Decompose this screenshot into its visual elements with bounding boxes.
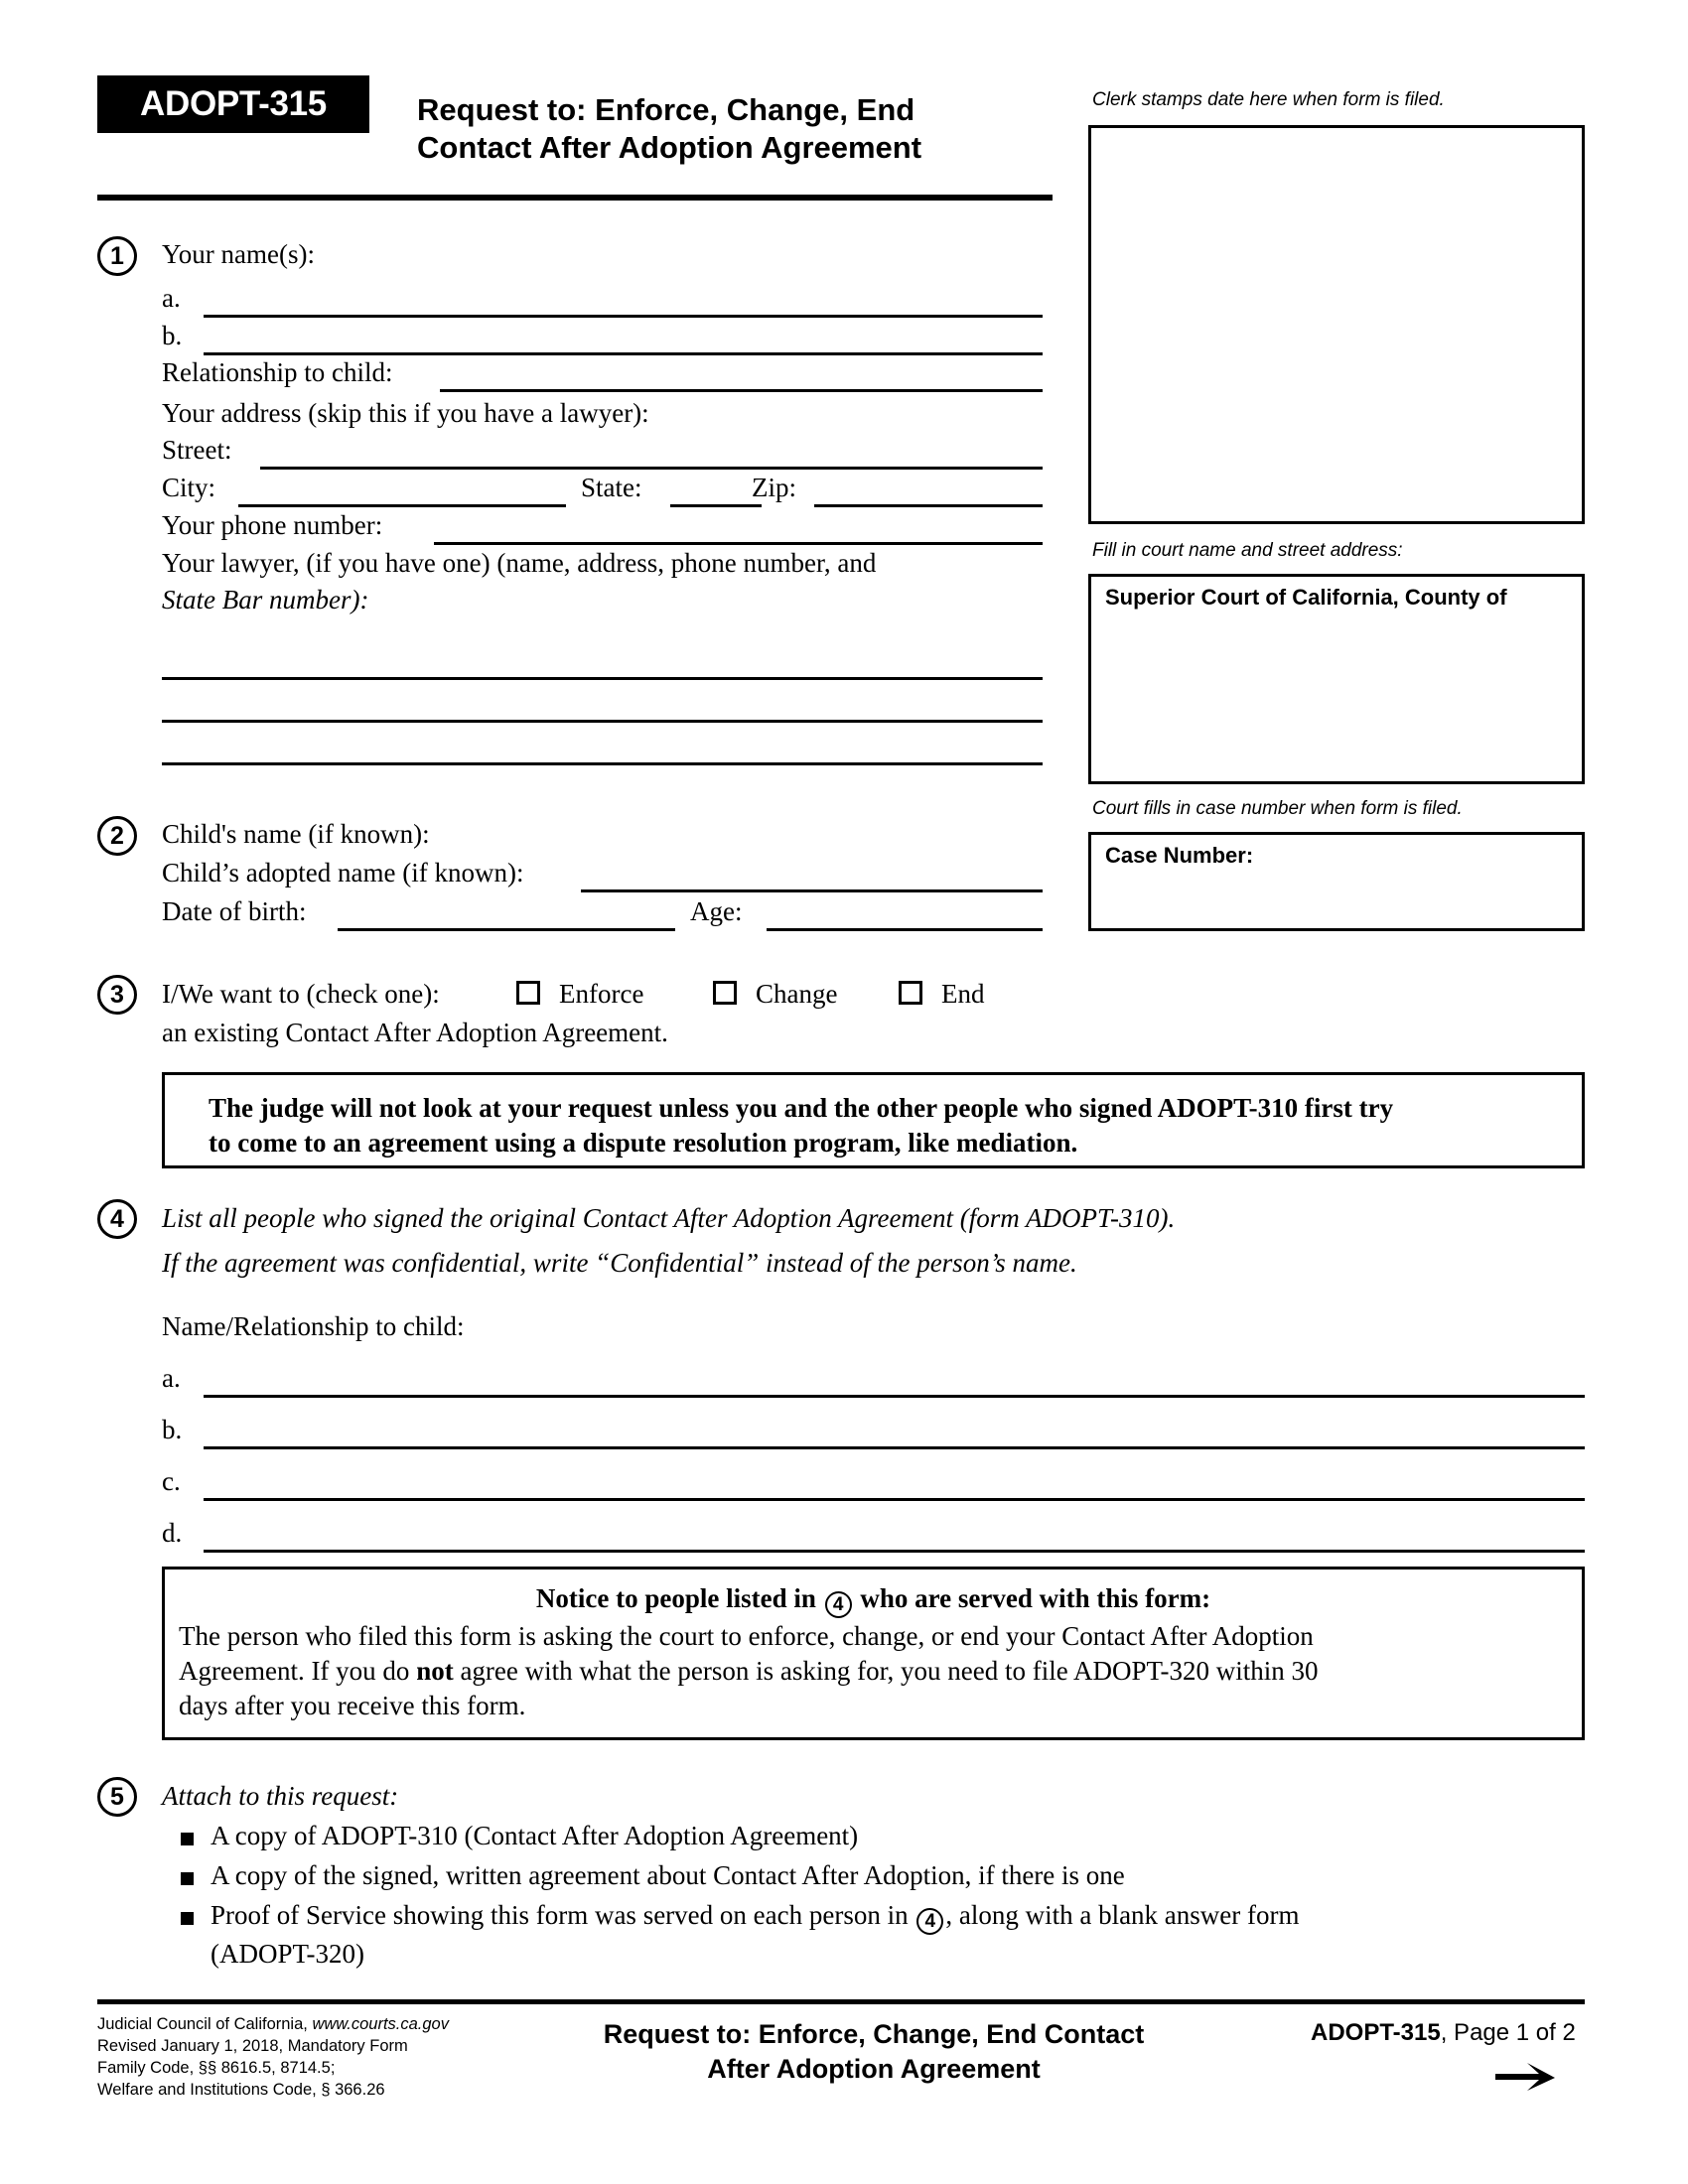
adopted-name-input-line[interactable] [581,889,1043,892]
lawyer-label [162,547,876,580]
item-5-bullet-1: A copy of ADOPT-310 (Contact After Adoption Agreement) [211,1821,859,1850]
address-label-text: Your address [162,398,302,428]
footer-form-title [516,2017,1231,2087]
lawyer-input-line-1[interactable] [162,677,1043,680]
footer-legal-line1 [97,2013,449,2035]
age-label: Age: [690,896,743,926]
phone-label: Your phone number: [162,510,383,540]
item-3-lead [162,978,440,1011]
child-name-hint: (if known): [308,819,430,849]
item-1a-input-line[interactable] [204,315,1043,318]
bullet-icon [181,1872,194,1885]
served-notice-box [162,1567,1585,1740]
item-4b-label: b. [162,1415,183,1444]
item-5-title: Attach to this request: [162,1781,399,1811]
served-notice-line2-b: agree with what the person is asking for, you need to file ADOPT-320 within 30 [453,1656,1319,1686]
age-input-line[interactable] [767,928,1043,931]
lawyer-label-text: Your lawyer, (if you have one) [162,548,491,578]
item-5-bullet-3 [211,1899,1300,1935]
item-1-title: Your name(s): [162,239,315,269]
item-4-number: 4 [97,1199,137,1239]
court-name-label: Superior Court of California, County of [1105,585,1507,610]
header-divider [97,195,1053,201]
item-4c-input-line[interactable] [204,1498,1585,1501]
mediation-warning-line2: to come to an agreement using a dispute resolution program, like mediation. [209,1128,1078,1158]
page-title [417,91,1053,167]
street-input-line[interactable] [260,467,1043,470]
footer-council-text: Judicial Council of California, [97,2015,313,2033]
dob-label: Date of birth: [162,896,307,926]
footer-page-number: , Page 1 of 2 [1440,2019,1576,2046]
lawyer-input-line-2[interactable] [162,720,1043,723]
relationship-input-line[interactable] [440,389,1043,392]
lawyer-input-line-3[interactable] [162,762,1043,765]
mediation-warning-line1: The judge will not look at your request unless you and the other people who signed ADOPT-310 first try [209,1093,1394,1123]
footer-form-code: ADOPT-315 [1311,2019,1441,2046]
address-hint-text: (skip this if you have a lawyer): [308,398,649,428]
item-5-bullet-3-line2: (ADOPT-320) [211,1939,364,1969]
footer-legal-line4: Welfare and Institutions Code, § 366.26 [97,2081,385,2099]
item-4c-label: c. [162,1466,181,1496]
footer-form-title-line2: After Adoption Agreement [707,2054,1041,2084]
case-number-box[interactable] [1088,832,1585,931]
item-1a-label: a. [162,283,181,313]
court-name-note: Fill in court name and street address: [1092,540,1403,561]
served-notice-heading-pre: Notice to people listed in [535,1583,816,1613]
served-notice-heading-circle: 4 [825,1591,852,1618]
checkbox-enforce-label: Enforce [559,979,644,1009]
child-name-label-text: Child's name [162,819,302,849]
served-notice-heading-post: who are served with this form: [860,1583,1211,1613]
item-4d-label: d. [162,1518,183,1548]
mediation-warning-box [162,1072,1585,1168]
lawyer-hint-line1: (name, address, phone number, and [496,548,877,578]
served-notice-line2-bold: not [416,1656,454,1686]
next-page-arrow-icon [1495,2061,1559,2091]
served-notice-line3: days after you receive this form. [179,1691,526,1720]
lawyer-hint-line2: State Bar number): [162,585,369,614]
street-label: Street: [162,435,232,465]
footer-form-title-line1: Request to: Enforce, Change, End Contact [603,2019,1145,2049]
case-number-label: Case Number: [1105,843,1254,868]
served-notice-line1: The person who filed this form is asking the court to enforce, change, or end your Contact After Adoption [179,1621,1314,1651]
case-number-note: Court fills in case number when form is filed. [1092,798,1463,819]
footer-website-url: www.courts.ca.gov [312,2015,449,2033]
served-notice-heading [165,1581,1582,1618]
mediation-warning-text [209,1091,1559,1160]
city-label: City: [162,473,216,502]
item-1b-input-line[interactable] [204,352,1043,355]
item-5-number: 5 [97,1777,137,1817]
footer-legal-line3: Family Code, §§ 8616.5, 8714.5; [97,2059,336,2077]
court-name-box[interactable] [1088,574,1585,784]
checkbox-end[interactable] [899,981,922,1005]
item-5-bullet-3-circle: 4 [916,1908,943,1935]
page-title-line2: Contact After Adoption Agreement [417,130,922,165]
item-5-bullet-2: A copy of the signed, written agreement about Contact After Adoption, if there is one [211,1860,1125,1890]
item-2-number: 2 [97,816,137,856]
bullet-icon [181,1833,194,1845]
city-input-line[interactable] [238,504,566,507]
footer-divider [97,1999,1585,2004]
item-3-number: 3 [97,975,137,1015]
clerk-stamp-note: Clerk stamps date here when form is filed. [1092,89,1445,110]
adopted-name-hint: (if known): [402,858,524,887]
checkbox-change[interactable] [713,981,737,1005]
address-label [162,397,649,430]
item-1-number: 1 [97,236,137,276]
relationship-label: Relationship to child: [162,357,393,387]
checkbox-end-label: End [941,979,985,1009]
phone-input-line[interactable] [434,542,1043,545]
child-name-label [162,818,430,851]
item-5-bullet-3-post: , along with a blank answer form [945,1900,1300,1930]
zip-input-line[interactable] [814,504,1043,507]
form-code-text: ADOPT-315 [140,84,327,123]
zip-label: Zip: [752,473,796,502]
state-input-line[interactable] [670,504,762,507]
item-3-trailing: an existing Contact After Adoption Agreement. [162,1018,668,1047]
bullet-icon [181,1912,194,1925]
dob-input-line[interactable] [338,928,675,931]
item-4a-input-line[interactable] [204,1395,1585,1398]
adopted-name-label-text: Child’s adopted name [162,858,396,887]
footer-legal-info [97,2013,449,2101]
footer-page-info [1311,2019,1576,2047]
item-4-column-label: Name/Relationship to child: [162,1311,465,1341]
page-title-line1: Request to: Enforce, Change, End [417,92,915,127]
item-5-bullet-3-pre: Proof of Service showing this form was served on each person in [211,1900,909,1930]
checkbox-change-label: Change [756,979,838,1009]
item-1b-label: b. [162,321,183,350]
item-4-instruction-line1: List all people who signed the original Contact After Adoption Agreement (form ADOPT-310). [162,1203,1176,1233]
served-notice-line2-a: Agreement. If you do [179,1656,417,1686]
item-4a-label: a. [162,1363,181,1393]
served-notice-body [179,1619,1569,1723]
item-4b-input-line[interactable] [204,1446,1585,1449]
footer-legal-line2: Revised January 1, 2018, Mandatory Form [97,2037,408,2055]
item-4-instruction-line2: If the agreement was confidential, write “Confidential” instead of the person’s name. [162,1248,1077,1278]
form-code-badge [97,75,369,133]
checkbox-enforce[interactable] [516,981,540,1005]
state-label: State: [581,473,642,502]
item-3-lead-hint: (check one): [306,979,440,1009]
adopted-name-label [162,857,523,889]
item-3-lead-text: I/We want to [162,979,300,1009]
clerk-stamp-box[interactable] [1088,125,1585,524]
item-4d-input-line[interactable] [204,1550,1585,1553]
